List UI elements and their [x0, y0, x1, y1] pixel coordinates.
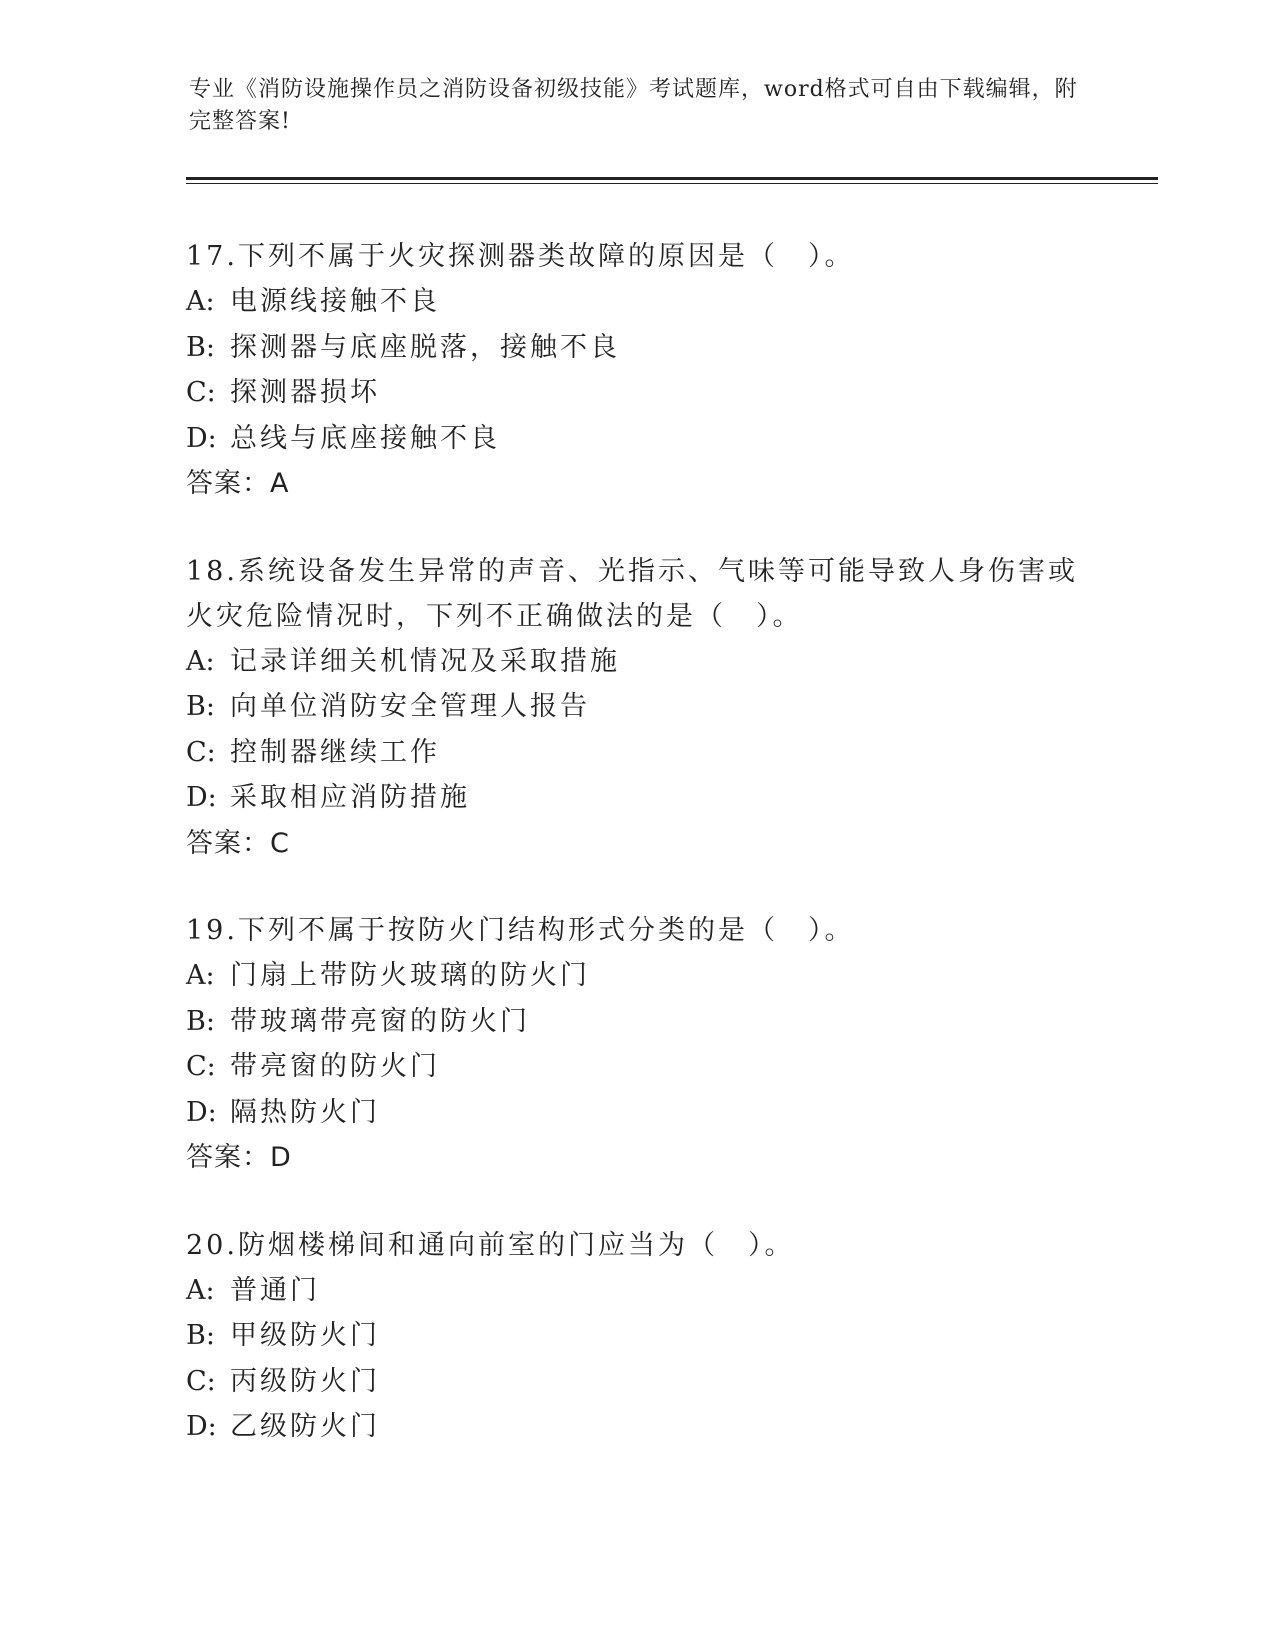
option-b [186, 684, 1086, 730]
option-d [186, 1090, 1086, 1136]
option-key: B: [186, 691, 215, 722]
option-text: 探测器与底座脱落，接触不良 [230, 331, 620, 363]
option-key: A: [186, 645, 215, 677]
option-key: C: [186, 1051, 216, 1082]
option-b [186, 325, 1086, 371]
option-a [186, 1268, 1086, 1314]
option-c [186, 1359, 1086, 1405]
option-text: 乙级防火门 [230, 1411, 380, 1442]
option-text: 带亮窗的防火门 [230, 1051, 440, 1082]
option-b [186, 999, 1086, 1045]
option-key: C: [186, 377, 216, 408]
option-key: D: [186, 422, 217, 454]
option-a [186, 639, 1086, 685]
answer-line: 答案：C [186, 827, 290, 859]
option-text: 总线与底座接触不良 [230, 422, 500, 454]
option-text: 电源线接触不良 [230, 286, 440, 317]
option-key: C: [186, 736, 216, 768]
option-key: D: [186, 782, 217, 813]
option-text: 甲级防火门 [230, 1320, 380, 1351]
option-text: 丙级防火门 [230, 1365, 380, 1397]
option-key: A: [186, 1274, 215, 1306]
question-stem: 18.系统设备发生异常的声音、光指示、气味等可能导致人身伤害或火灾危险情况时，下列不正确做法的是（ ）。 [186, 555, 1078, 632]
question-20 [186, 1223, 1086, 1450]
option-key: A: [186, 286, 215, 317]
document-header [189, 74, 1079, 138]
option-key: B: [186, 1005, 215, 1037]
question-stem: 19.下列不属于按防火门结构形式分类的是（ ）。 [186, 915, 855, 946]
header-divider-thick [186, 177, 1158, 180]
question-18 [186, 549, 1086, 867]
answer-line: 答案：A [186, 468, 290, 499]
question-list [186, 234, 1086, 1492]
option-c [186, 730, 1086, 776]
question-19 [186, 908, 1086, 1181]
option-d [186, 416, 1086, 462]
option-text: 记录详细关机情况及采取措施 [230, 645, 620, 677]
option-text: 普通门 [230, 1274, 320, 1306]
option-key: A: [186, 960, 215, 991]
option-a [186, 953, 1086, 999]
answer-line: 答案：D [186, 1142, 292, 1173]
header-divider-thin [186, 183, 1158, 184]
option-text: 带玻璃带亮窗的防火门 [230, 1005, 530, 1037]
option-d [186, 1404, 1086, 1450]
option-text: 探测器损坏 [230, 377, 380, 408]
header-text: 专业《消防设施操作员之消防设备初级技能》考试题库，word格式可自由下载编辑，附完整答案! [189, 77, 1078, 134]
option-key: D: [186, 1096, 217, 1128]
option-a [186, 279, 1086, 325]
option-key: B: [186, 331, 215, 363]
question-stem: 17.下列不属于火灾探测器类故障的原因是（ ）。 [186, 241, 855, 272]
option-d [186, 775, 1086, 821]
question-17 [186, 234, 1086, 507]
option-key: C: [186, 1365, 216, 1397]
option-b [186, 1313, 1086, 1359]
option-c [186, 1044, 1086, 1090]
option-text: 向单位消防安全管理人报告 [230, 691, 590, 722]
option-text: 控制器继续工作 [230, 736, 440, 768]
option-text: 采取相应消防措施 [230, 782, 470, 813]
option-text: 隔热防火门 [230, 1096, 380, 1128]
option-c [186, 370, 1086, 416]
option-key: B: [186, 1320, 215, 1351]
option-key: D: [186, 1411, 217, 1442]
question-stem: 20.防烟楼梯间和通向前室的门应当为（ ）。 [186, 1229, 795, 1261]
option-text: 门扇上带防火玻璃的防火门 [230, 960, 590, 991]
